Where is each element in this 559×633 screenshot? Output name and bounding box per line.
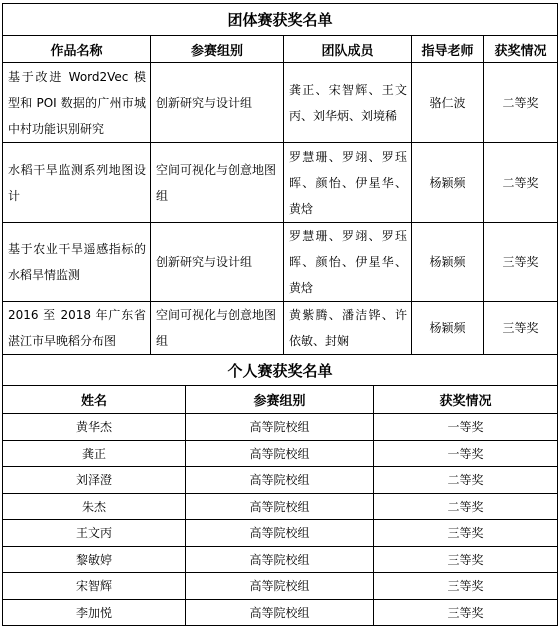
- name: 王文丙: [3, 520, 186, 547]
- members: 龚正、宋智辉、王文丙、刘华炳、刘境稀: [284, 63, 412, 143]
- work-name: 基于改进 Word2Vec 模型和 POI 数据的广州市城中村功能识别研究: [3, 63, 151, 143]
- advisor: 骆仁波: [412, 63, 484, 143]
- advisor: 杨颖频: [412, 223, 484, 302]
- award: 二等奖: [484, 63, 558, 143]
- award: 二等奖: [374, 467, 558, 494]
- team-row: [3, 223, 558, 302]
- header-group: 参赛组别: [186, 386, 374, 414]
- individual-row: [3, 573, 558, 600]
- name: 刘泽澄: [3, 467, 186, 494]
- individual-row: [3, 467, 558, 494]
- name: 宋智辉: [3, 573, 186, 600]
- name: 李加悦: [3, 599, 186, 626]
- header-work-name: 作品名称: [3, 36, 151, 63]
- team-table-title: 团体赛获奖名单: [3, 4, 558, 36]
- award: 一等奖: [374, 440, 558, 467]
- award: 一等奖: [374, 414, 558, 441]
- advisor: 杨颖频: [412, 143, 484, 223]
- individual-table-title: 个人赛获奖名单: [3, 355, 558, 386]
- award: 三等奖: [484, 302, 558, 355]
- team-row: [3, 302, 558, 355]
- group: 高等院校组: [186, 573, 374, 600]
- individual-row: [3, 493, 558, 520]
- individual-row: [3, 414, 558, 441]
- group: 高等院校组: [186, 440, 374, 467]
- individual-row: [3, 440, 558, 467]
- group: 高等院校组: [186, 546, 374, 573]
- work-name: 2016 至 2018 年广东省湛江市早晚稻分布图: [3, 302, 151, 355]
- individual-award-table: [2, 355, 558, 626]
- name: 黎敏婷: [3, 546, 186, 573]
- group: 创新研究与设计组: [151, 63, 284, 143]
- group: 高等院校组: [186, 414, 374, 441]
- advisor: 杨颖频: [412, 302, 484, 355]
- individual-row: [3, 546, 558, 573]
- award: 三等奖: [374, 573, 558, 600]
- award: 二等奖: [374, 493, 558, 520]
- team-award-table: [2, 3, 558, 355]
- team-row: [3, 143, 558, 223]
- members: 罗慧珊、罗翊、罗珏晖、颜怡、伊星华、黄焓: [284, 223, 412, 302]
- award: 三等奖: [374, 599, 558, 626]
- award: 二等奖: [484, 143, 558, 223]
- award: 三等奖: [484, 223, 558, 302]
- name: 黄华杰: [3, 414, 186, 441]
- group: 空间可视化与创意地图组: [151, 302, 284, 355]
- work-name: 基于农业干旱遥感指标的水稻旱情监测: [3, 223, 151, 302]
- members: 罗慧珊、罗翊、罗珏晖、颜怡、伊星华、黄焓: [284, 143, 412, 223]
- group: 创新研究与设计组: [151, 223, 284, 302]
- header-advisor: 指导老师: [412, 36, 484, 63]
- individual-row: [3, 599, 558, 626]
- group: 高等院校组: [186, 520, 374, 547]
- group: 高等院校组: [186, 599, 374, 626]
- group: 高等院校组: [186, 493, 374, 520]
- work-name: 水稻干旱监测系列地图设计: [3, 143, 151, 223]
- members: 黄紫腾、潘洁铧、许依敏、封娴: [284, 302, 412, 355]
- group: 空间可视化与创意地图组: [151, 143, 284, 223]
- team-row: [3, 63, 558, 143]
- header-award: 获奖情况: [484, 36, 558, 63]
- individual-row: [3, 520, 558, 547]
- header-members: 团队成员: [284, 36, 412, 63]
- name: 龚正: [3, 440, 186, 467]
- award: 三等奖: [374, 520, 558, 547]
- award-document: [2, 3, 557, 626]
- header-name: 姓名: [3, 386, 186, 414]
- header-award: 获奖情况: [374, 386, 558, 414]
- name: 朱杰: [3, 493, 186, 520]
- header-group: 参赛组别: [151, 36, 284, 63]
- group: 高等院校组: [186, 467, 374, 494]
- award: 三等奖: [374, 546, 558, 573]
